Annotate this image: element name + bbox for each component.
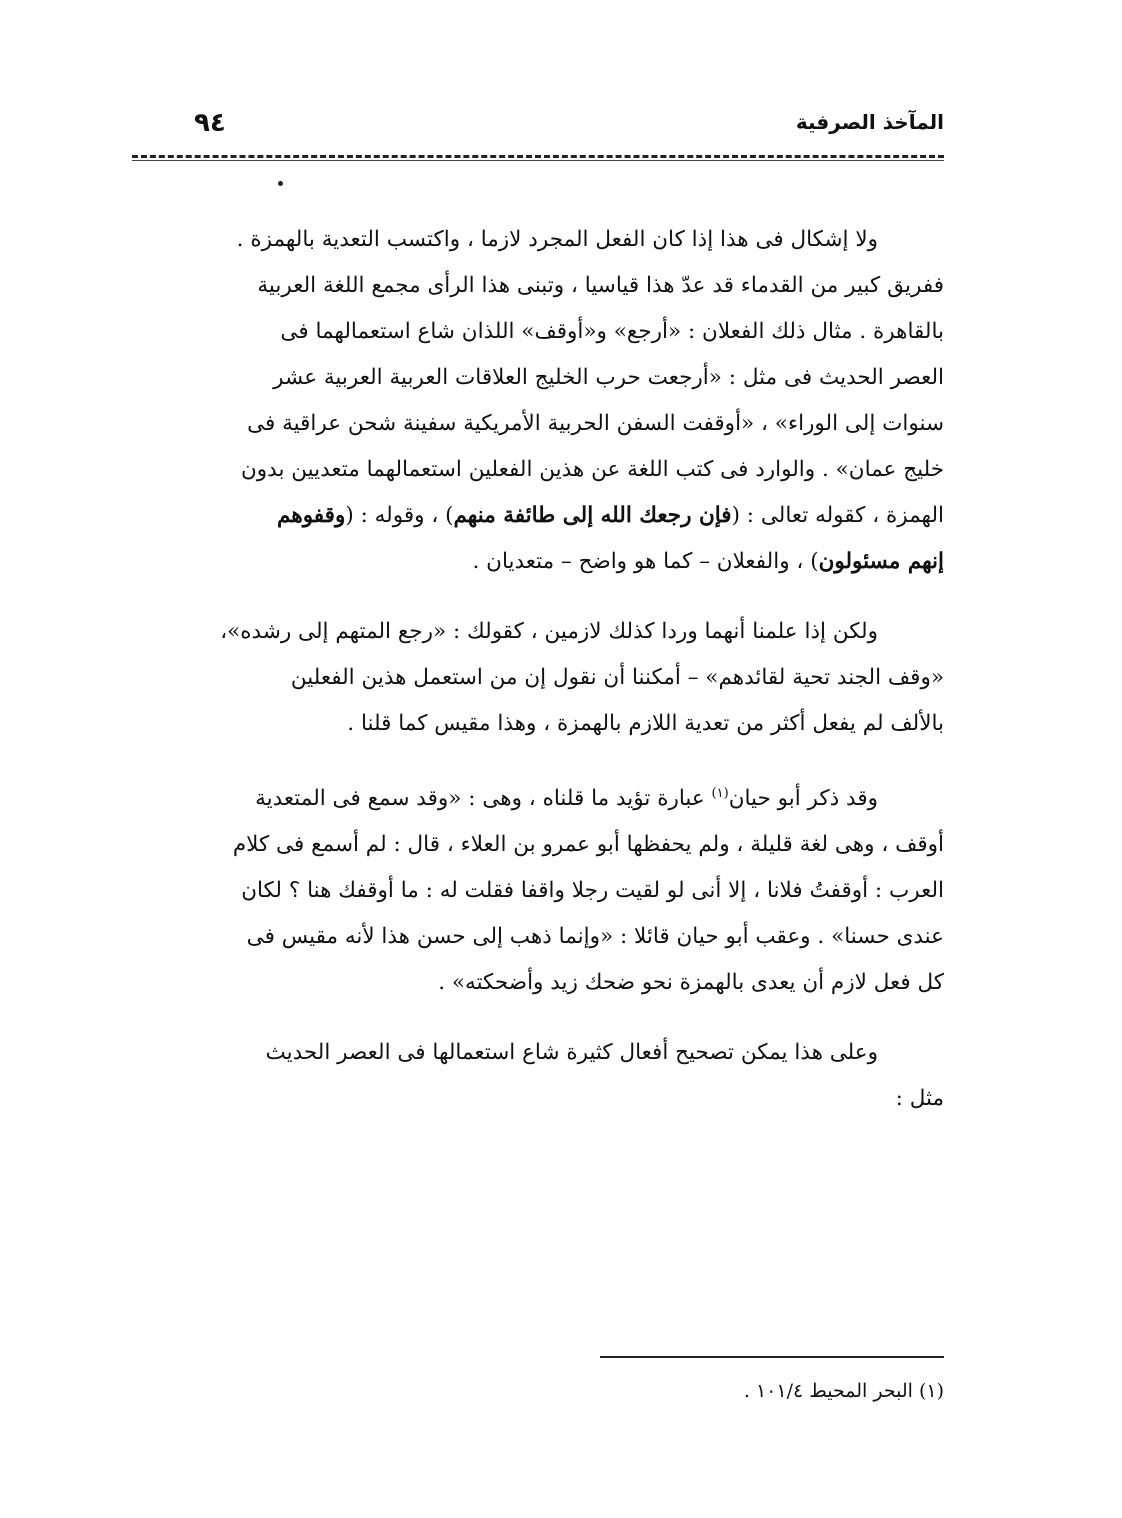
text-fragment: ) ، وقوله : (	[345, 503, 454, 528]
text-line: وعلى هذا يمكن تصحيح أفعال كثيرة شاع استعمالها فى العصر الحديث	[265, 1040, 878, 1066]
text-line: العصر الحديث فى مثل : «أرجعت حرب الخليج العلاقات العربية العربية عشر	[273, 365, 944, 390]
text-fragment: عبارة تؤيد ما قلناه ، وهى : «وقد سمع فى المتعدية	[255, 786, 712, 812]
text-line: كل فعل لازم أن يعدى بالهمزة نحو ضحك زيد وأضحكته» .	[438, 970, 944, 996]
text-line	[132, 539, 944, 585]
page-number: ٩٤	[194, 108, 226, 138]
paragraph-3	[132, 771, 944, 1006]
footnote: (١) البحر المحيط ١٠١/٤ .	[743, 1380, 944, 1402]
text-line: ولكن إذا علمنا أنهما وردا كذلك لازمين ، كقولك : «رجع المتهم إلى رشده»،	[220, 619, 878, 644]
text-line: سنوات إلى الوراء» ، «أوقفت السفن الحربية الأمريكية سفينة شحن عراقية فى	[247, 411, 944, 436]
header-divider	[132, 155, 944, 158]
stray-mark	[278, 181, 283, 186]
text-line: خليج عمان» . والوارد فى كتب اللغة عن هذين الفعلين استعمالهما متعديين بدون	[240, 457, 944, 482]
footnote-divider	[600, 1356, 944, 1358]
running-title: المآخذ الصرفية	[795, 110, 944, 134]
text-line: أوقف ، وهى لغة قليلة ، ولم يحفظها أبو عمرو بن العلاء ، قال : لم أسمع فى كلام	[232, 832, 944, 858]
text-line	[132, 493, 944, 539]
text-line: ولا إشكال فى هذا إذا كان الفعل المجرد لازما ، واكتسب التعدية بالهمزة .	[236, 227, 878, 252]
paragraph-4	[132, 1030, 944, 1122]
footnote-reference[interactable]: (١)	[711, 786, 729, 801]
text-line: ففريق كبير من القدماء قد عدّ هذا قياسيا ، وتبنى هذا الرأى مجمع اللغة العربية	[257, 273, 944, 298]
text-line: مثل :	[895, 1086, 944, 1112]
text-line: العرب : أوقفتُ فلانا ، إلا أنى لو لقيت رجلا واقفا فقلت له : ما أوقفك هنا ؟ لكان	[241, 878, 944, 904]
paragraph-2	[132, 609, 944, 747]
paragraph-1	[132, 217, 944, 585]
text-line: «وقف الجند تحية لقائدهم» – أمكننا أن نقول إن من استعمل هذين الفعلين	[290, 665, 944, 690]
body-text	[132, 217, 944, 1122]
quran-quote: إنهم مسئولون	[818, 549, 944, 574]
page-header	[132, 108, 944, 148]
text-line: بالألف لم يفعل أكثر من تعدية اللازم بالهمزة ، وهذا مقيس كما قلنا .	[347, 711, 944, 736]
quran-quote: وقفوهم	[277, 503, 346, 528]
text-line: عندى حسنا» . وعقب أبو حيان قائلا : «وإنما ذهب إلى حسن هذا لأنه مقيس فى	[246, 924, 944, 950]
quran-quote: فإن رجعك الله إلى طائفة منهم	[453, 503, 732, 528]
text-fragment: ) ، والفعلان – كما هو واضح – متعديان .	[472, 549, 819, 574]
text-line: بالقاهرة . مثال ذلك الفعلان : «أرجع» و«أوقف» اللذان شاع استعمالهما فى	[280, 319, 944, 344]
text-fragment: وقد ذكر أبو حيان	[728, 786, 878, 812]
header-divider-underline	[132, 160, 944, 161]
text-fragment: الهمزة ، كقوله تعالى : (	[731, 503, 944, 528]
text-line	[132, 771, 944, 822]
